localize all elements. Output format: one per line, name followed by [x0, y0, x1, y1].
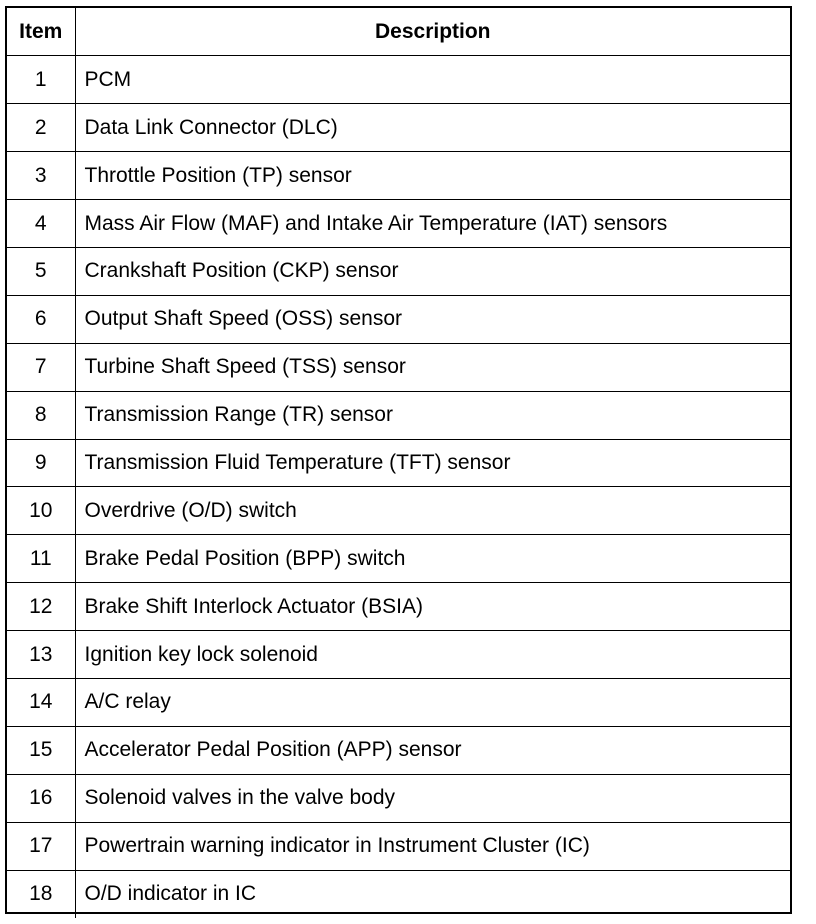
- table-row: [7, 678, 790, 726]
- item-description: Brake Shift Interlock Actuator (BSIA): [75, 583, 790, 631]
- item-number: 13: [7, 631, 75, 679]
- table-row: [7, 343, 790, 391]
- header-description: Description: [75, 8, 790, 56]
- item-description: Powertrain warning indicator in Instrument Cluster (IC): [75, 822, 790, 870]
- item-number: 11: [7, 535, 75, 583]
- table-row: [7, 104, 790, 152]
- table-body: [7, 56, 790, 918]
- item-number: 9: [7, 439, 75, 487]
- item-number: 4: [7, 200, 75, 248]
- item-number: 15: [7, 726, 75, 774]
- item-description: Transmission Fluid Temperature (TFT) sensor: [75, 439, 790, 487]
- item-description-table: [5, 6, 792, 914]
- table-row: [7, 535, 790, 583]
- item-description: Throttle Position (TP) sensor: [75, 152, 790, 200]
- table-row: [7, 200, 790, 248]
- item-number: 6: [7, 295, 75, 343]
- item-number: 10: [7, 487, 75, 535]
- header-item: Item: [7, 8, 75, 56]
- item-number: 18: [7, 870, 75, 918]
- table-row: [7, 295, 790, 343]
- item-number: 7: [7, 343, 75, 391]
- table-row: [7, 56, 790, 104]
- item-number: 1: [7, 56, 75, 104]
- header-row: [7, 8, 790, 56]
- item-number: 17: [7, 822, 75, 870]
- item-number: 14: [7, 678, 75, 726]
- table-row: [7, 583, 790, 631]
- item-description: Solenoid valves in the valve body: [75, 774, 790, 822]
- item-description: Crankshaft Position (CKP) sensor: [75, 247, 790, 295]
- item-description: A/C relay: [75, 678, 790, 726]
- item-description: Mass Air Flow (MAF) and Intake Air Temperature (IAT) sensors: [75, 200, 790, 248]
- table-row: [7, 774, 790, 822]
- table-row: [7, 726, 790, 774]
- table-row: [7, 870, 790, 918]
- item-number: 8: [7, 391, 75, 439]
- table-row: [7, 631, 790, 679]
- item-description: Brake Pedal Position (BPP) switch: [75, 535, 790, 583]
- item-number: 5: [7, 247, 75, 295]
- item-description: Overdrive (O/D) switch: [75, 487, 790, 535]
- item-number: 2: [7, 104, 75, 152]
- table-row: [7, 152, 790, 200]
- item-description: Turbine Shaft Speed (TSS) sensor: [75, 343, 790, 391]
- item-description: PCM: [75, 56, 790, 104]
- item-number: 3: [7, 152, 75, 200]
- item-description: Ignition key lock solenoid: [75, 631, 790, 679]
- item-number: 12: [7, 583, 75, 631]
- item-number: 16: [7, 774, 75, 822]
- table-row: [7, 391, 790, 439]
- item-description: Accelerator Pedal Position (APP) sensor: [75, 726, 790, 774]
- item-description: Data Link Connector (DLC): [75, 104, 790, 152]
- table-row: [7, 487, 790, 535]
- table-row: [7, 439, 790, 487]
- item-description: Transmission Range (TR) sensor: [75, 391, 790, 439]
- table: [7, 8, 790, 918]
- table-row: [7, 247, 790, 295]
- item-description: O/D indicator in IC: [75, 870, 790, 918]
- table-row: [7, 822, 790, 870]
- item-description: Output Shaft Speed (OSS) sensor: [75, 295, 790, 343]
